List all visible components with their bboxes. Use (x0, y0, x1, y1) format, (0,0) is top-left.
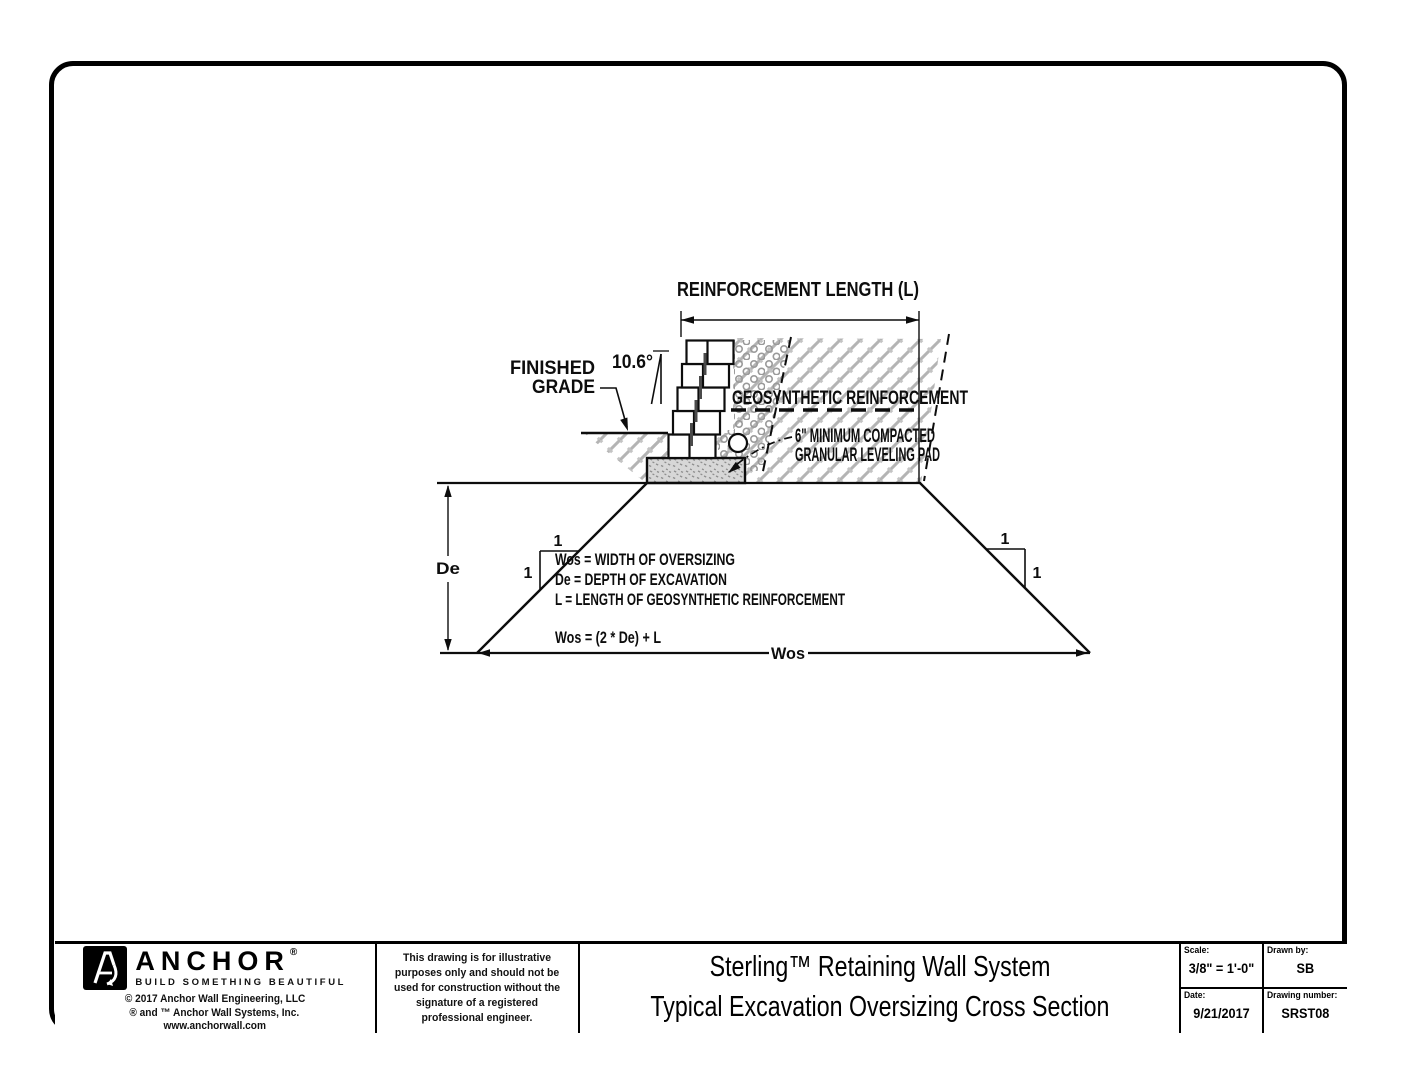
slope-ratio-right-rise: 1 (1032, 565, 1042, 582)
registered-mark: ® (289, 947, 298, 959)
brand-lockup (135, 948, 346, 988)
excavation-outline (437, 483, 1090, 653)
title-block-info-grid (1179, 944, 1347, 1033)
title-cell (578, 944, 1179, 1033)
disclaimer-text: This drawing is for illustrative purposes only and should not be used for construction without the signature of a registered professional engineer. (394, 952, 561, 1024)
brand-name: ANCHOR® (135, 946, 298, 977)
finished-grade-label-line2: GRADE (532, 377, 595, 398)
scale-cell (1181, 944, 1262, 987)
logo-cell (55, 944, 375, 1033)
date-value: 9/21/2017 (1193, 1006, 1250, 1021)
legend-text (555, 550, 845, 647)
slope-ratio-left-run: 1 (553, 533, 563, 550)
drawn-by-label: Drawn by: (1267, 945, 1309, 956)
drawn-by-cell (1262, 944, 1347, 987)
leveling-pad-label-line2: GRANULAR LEVELING PAD (795, 445, 940, 466)
scale-label: Scale: (1184, 945, 1210, 956)
batter-angle-symbol (652, 351, 670, 404)
drawing-number-cell (1262, 987, 1347, 1033)
reinforcement-length-label: REINFORCEMENT LENGTH (L) (677, 279, 919, 301)
batter-angle-label: 10.6° (612, 352, 653, 373)
finished-grade-leader (600, 388, 628, 431)
copyright-line1: © 2017 Anchor Wall Engineering, LLC (124, 993, 305, 1006)
copyright-line2: ® and ™ Anchor Wall Systems, Inc. (129, 1006, 300, 1019)
slope-ratio-left-rise: 1 (523, 565, 533, 582)
drawing-title-line2: Typical Excavation Oversizing Cross Section (650, 991, 1110, 1023)
date-label: Date: (1184, 990, 1206, 1001)
drawing-title-line1: Sterling™ Retaining Wall System (709, 951, 1051, 983)
drain-pipe-icon (729, 434, 747, 452)
drawn-by-value: SB (1296, 961, 1315, 976)
drawing-number-label: Drawing number: (1267, 990, 1338, 1001)
leveling-pad-label-line1: 6" MINIMUM COMPACTED (795, 426, 935, 447)
date-cell (1181, 987, 1262, 1033)
title-block (55, 941, 1347, 1033)
anchor-logo-icon (83, 946, 127, 990)
scale-value: 3/8" = 1'-0" (1188, 961, 1255, 976)
legend-line2: De = DEPTH OF EXCAVATION (555, 570, 727, 589)
oversizing-formula: Wos = (2 * De) + L (555, 628, 661, 647)
geosynthetic-label: GEOSYNTHETIC REINFORCEMENT (732, 388, 969, 409)
drawing-number-value: SRST08 (1281, 1006, 1330, 1021)
website-link[interactable]: www.anchorwall.com (163, 1020, 267, 1033)
legend-line3: L = LENGTH OF GEOSYNTHETIC REINFORCEMENT (555, 590, 846, 609)
width-label: Wos (771, 644, 805, 663)
brand-tagline: BUILD SOMETHING BEAUTIFUL (135, 977, 347, 989)
slope-ratio-right-run: 1 (1000, 531, 1010, 548)
finished-grade-label-line1: FINISHED (510, 358, 595, 379)
disclaimer-cell (375, 944, 579, 1033)
legend-line1: Wos = WIDTH OF OVERSIZING (555, 550, 735, 569)
depth-label: De (436, 559, 460, 578)
